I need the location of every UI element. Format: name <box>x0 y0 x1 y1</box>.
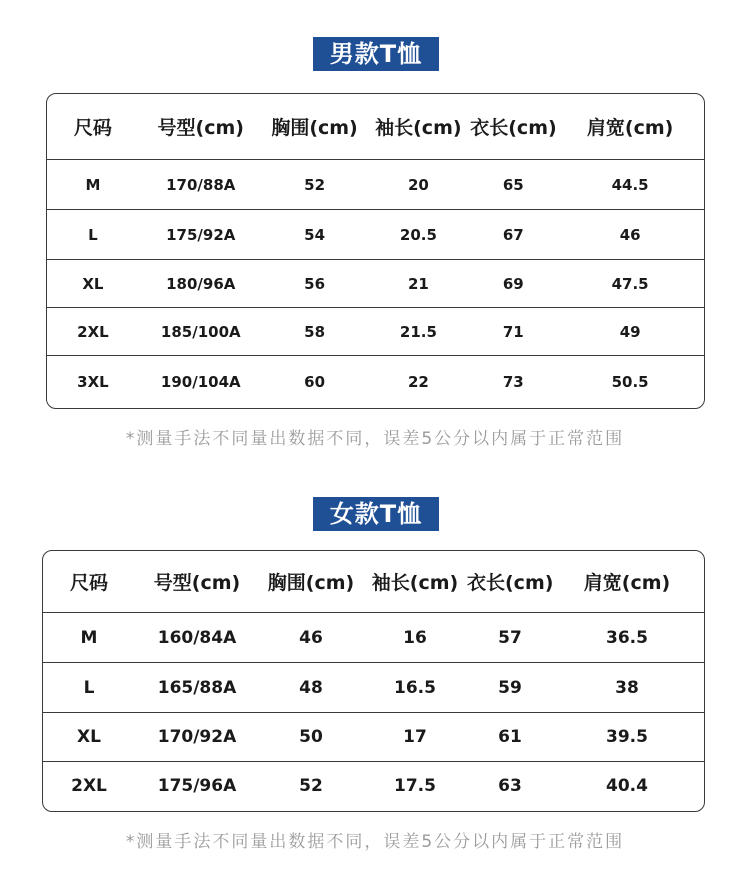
length-cell: 71 <box>502 322 524 341</box>
size-cell: 2XL <box>77 322 109 341</box>
chest-cell: 60 <box>304 372 326 391</box>
length-cell: 69 <box>502 274 524 293</box>
size-cell: XL <box>77 727 101 747</box>
sleeve-cell: 17 <box>403 727 427 747</box>
length-cell: 67 <box>502 225 524 244</box>
table-row <box>43 613 704 663</box>
length-cell: 63 <box>498 776 522 796</box>
shoulder-cell: 44.5 <box>611 175 649 194</box>
shoulder-cell: 38 <box>615 677 639 698</box>
men-title-badge: 男款T恤 <box>313 37 439 71</box>
sleeve-cell: 21 <box>408 274 429 293</box>
table-row <box>47 356 704 407</box>
women-header-length: 衣长(cm) <box>467 572 554 594</box>
women-header-row <box>43 551 704 613</box>
model-cell: 165/88A <box>157 677 237 698</box>
table-row <box>47 160 704 210</box>
sleeve-cell: 21.5 <box>399 322 437 341</box>
sleeve-cell: 16 <box>403 627 427 648</box>
table-row <box>43 663 704 713</box>
size-cell: M <box>80 627 98 648</box>
men-size-table <box>46 93 705 409</box>
length-cell: 57 <box>498 627 522 648</box>
men-header-sleeve: 袖长(cm) <box>375 117 462 139</box>
women-header-chest: 胸围(cm) <box>267 572 355 594</box>
model-cell: 170/92A <box>157 727 237 747</box>
shoulder-cell: 50.5 <box>611 372 649 391</box>
women-title-badge: 女款T恤 <box>313 497 439 531</box>
women-header-model: 号型(cm) <box>153 572 241 594</box>
length-cell: 61 <box>498 727 522 747</box>
shoulder-cell: 47.5 <box>611 274 649 293</box>
model-cell: 170/88A <box>166 175 236 194</box>
sleeve-cell: 20 <box>408 175 429 194</box>
length-cell: 73 <box>502 372 524 391</box>
model-cell: 175/92A <box>166 225 236 244</box>
length-cell: 59 <box>498 677 522 698</box>
size-cell: L <box>88 225 98 244</box>
size-cell: 2XL <box>71 776 107 796</box>
chest-cell: 52 <box>304 175 326 194</box>
women-header-sleeve: 袖长(cm) <box>371 572 459 594</box>
shoulder-cell: 46 <box>619 225 641 244</box>
sleeve-cell: 20.5 <box>399 225 437 244</box>
model-cell: 175/96A <box>157 776 237 796</box>
shoulder-cell: 36.5 <box>606 627 648 648</box>
sleeve-cell: 16.5 <box>394 677 436 698</box>
size-cell: M <box>85 175 101 194</box>
chest-cell: 52 <box>299 776 323 796</box>
table-row <box>47 210 704 260</box>
shoulder-cell: 40.4 <box>606 776 648 796</box>
shoulder-cell: 49 <box>619 322 641 341</box>
chest-cell: 58 <box>304 322 326 341</box>
men-header-row <box>47 94 704 160</box>
model-cell: 180/96A <box>166 274 236 293</box>
women-header-size: 尺码 <box>69 572 108 594</box>
table-row <box>47 260 704 308</box>
men-header-length: 衣长(cm) <box>470 117 557 139</box>
chest-cell: 56 <box>304 274 326 293</box>
model-cell: 185/100A <box>160 322 241 341</box>
table-row <box>43 713 704 762</box>
chest-cell: 50 <box>299 727 323 747</box>
model-cell: 190/104A <box>160 372 241 391</box>
chest-cell: 48 <box>299 677 323 698</box>
men-header-chest: 胸围(cm) <box>271 117 358 139</box>
men-header-shoulder: 肩宽(cm) <box>586 117 674 139</box>
women-header-shoulder: 肩宽(cm) <box>583 572 671 594</box>
men-header-model: 号型(cm) <box>157 117 244 139</box>
table-row <box>43 762 704 810</box>
chest-cell: 54 <box>304 225 326 244</box>
shoulder-cell: 39.5 <box>606 727 648 747</box>
length-cell: 65 <box>502 175 524 194</box>
size-cell: 3XL <box>77 372 109 391</box>
chest-cell: 46 <box>299 627 323 648</box>
sleeve-cell: 22 <box>408 372 429 391</box>
model-cell: 160/84A <box>157 627 237 648</box>
table-row <box>47 308 704 356</box>
size-cell: XL <box>82 274 104 293</box>
size-cell: L <box>83 677 95 698</box>
women-size-table <box>42 550 705 812</box>
sleeve-cell: 17.5 <box>394 776 436 796</box>
men-measurement-note: *测量手法不同量出数据不同，误差5公分以内属于正常范围 <box>125 429 625 449</box>
women-measurement-note: *测量手法不同量出数据不同，误差5公分以内属于正常范围 <box>125 832 625 852</box>
men-header-size: 尺码 <box>73 117 112 139</box>
